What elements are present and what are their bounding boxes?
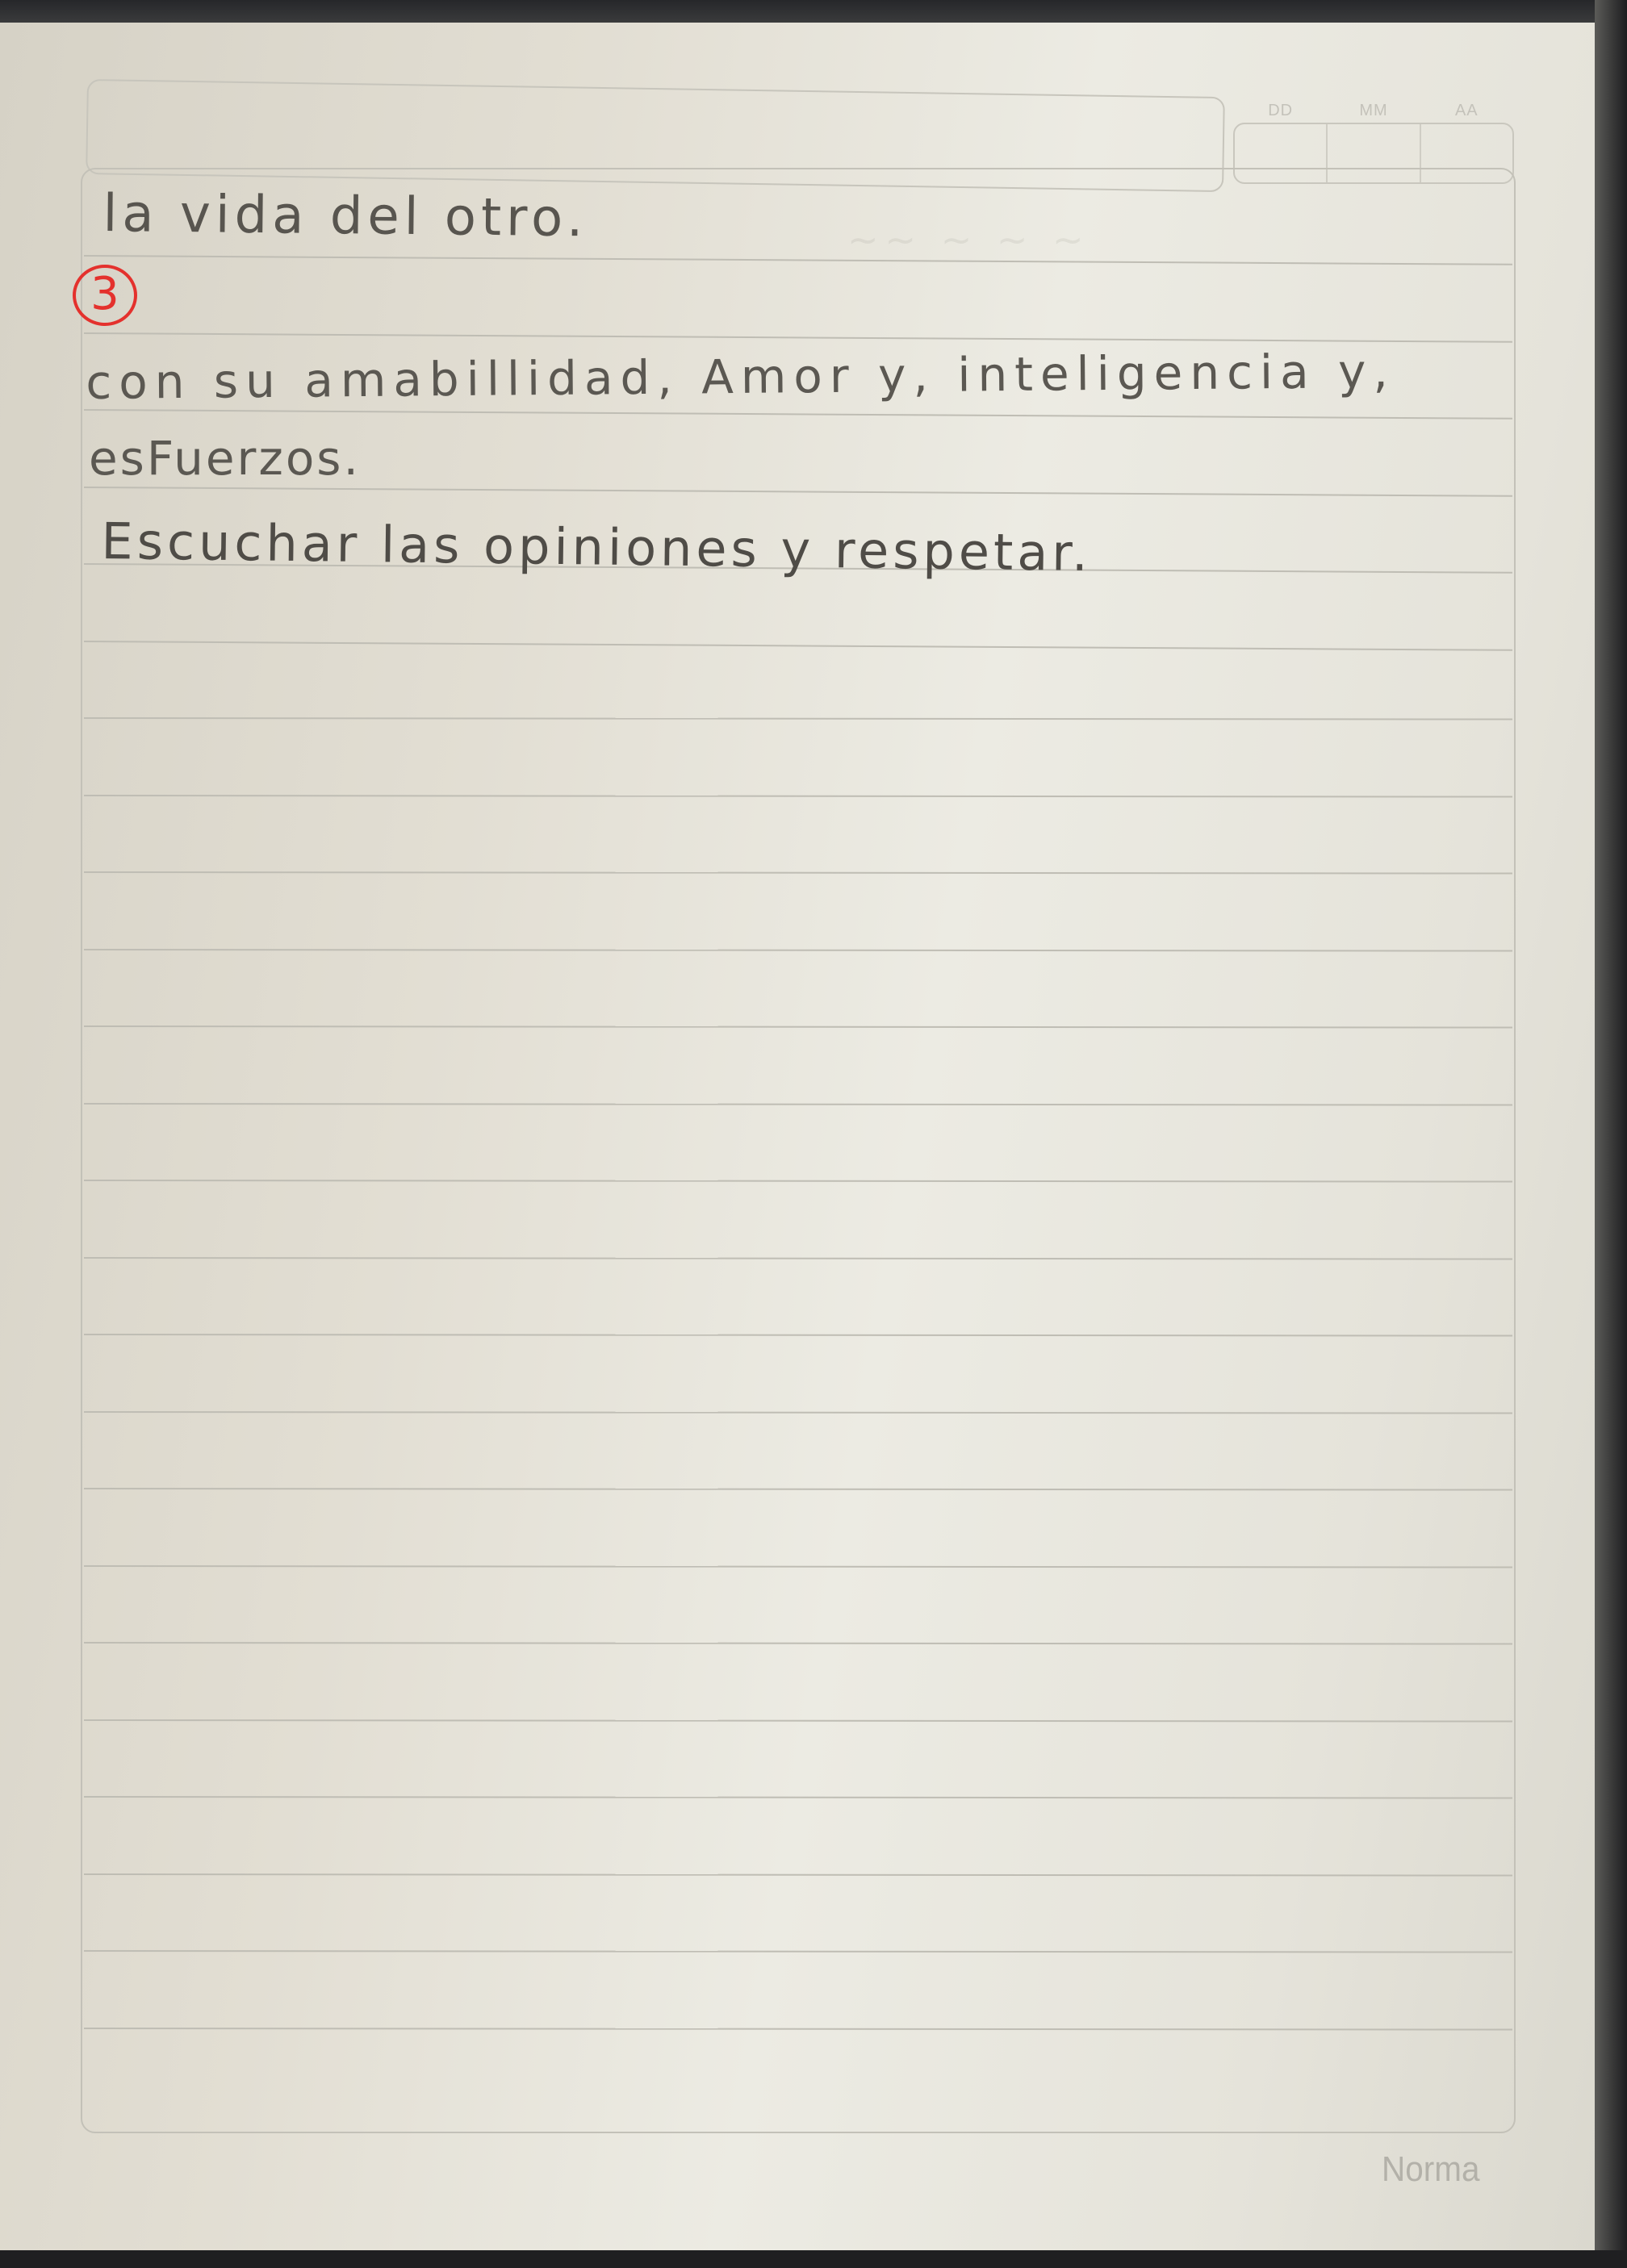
date-day-label: DD — [1268, 102, 1294, 119]
handwritten-line-1: la vida del otro. — [102, 184, 588, 249]
handwritten-line-4: Escuchar las opiniones y respetar. — [101, 512, 1093, 583]
page-top-edge — [0, 0, 1627, 23]
handwritten-line-2: con su amabillidad, Amor y, inteligencia y, — [86, 343, 1396, 410]
page-right-edge — [1595, 0, 1627, 2268]
circled-number-badge: 3 — [73, 265, 137, 326]
date-month-label: MM — [1359, 102, 1388, 119]
page-bottom-edge — [0, 2250, 1627, 2268]
handwritten-line-3: esFuerzos. — [89, 431, 361, 486]
brand-logo: Norma — [1382, 2149, 1480, 2189]
show-through-marks: ~~ ~ ~ ~ — [847, 218, 1090, 261]
date-year-label: AA — [1454, 102, 1479, 119]
